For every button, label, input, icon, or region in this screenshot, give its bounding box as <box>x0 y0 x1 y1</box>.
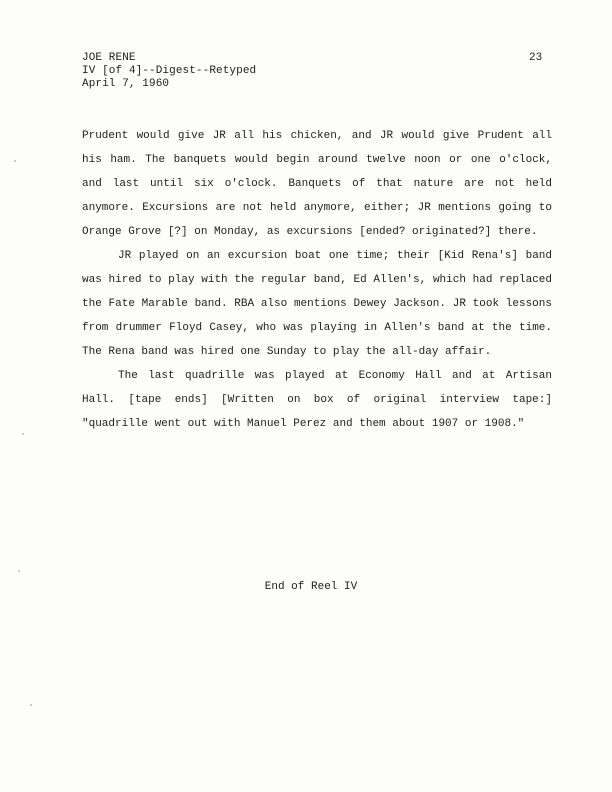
paragraph-1: Prudent would give JR all his chicken, and JR would give Prudent all his ham. The banquets would begin around twelve noon or one o'clock, and last until six o'clock. Banquets of that nature are not held anymore. Excursions are not held anymore, either; JR mentions going to Orange Grove [?] on Monday, as excursions [ended? originated?] there. <box>82 130 552 238</box>
reel-label: IV [of 4]--Digest--Retyped <box>82 65 257 77</box>
interviewee-name: JOE RENE <box>82 52 136 64</box>
scan-speck <box>22 433 24 435</box>
paragraph-2: JR played on an excursion boat one time; their [Kid Rena's] band was hired to play with the regular band, Ed Allen's, which had replaced the Fate Marable band. RBA also mentions Dewey Jackson. JR took lessons from drummer Floyd Casey, who was playing in Allen's band at the time. The Rena band was hired one Sunday to play the all-day affair. <box>82 250 552 358</box>
transcript-body <box>82 124 552 436</box>
scan-speck <box>18 570 20 572</box>
end-of-reel-note: End of Reel IV <box>264 581 358 593</box>
paragraph-3: The last quadrille was played at Economy Hall and at Artisan Hall. [tape ends] [Written on box of original interview tape:] "quadrille went out with Manuel Perez and them about 1907 or 1908." <box>82 370 552 430</box>
scan-speck <box>30 704 32 706</box>
page-number: 23 <box>529 52 543 64</box>
document-header <box>82 52 256 91</box>
interview-date: April 7, 1960 <box>82 78 170 90</box>
scan-speck <box>14 160 16 162</box>
